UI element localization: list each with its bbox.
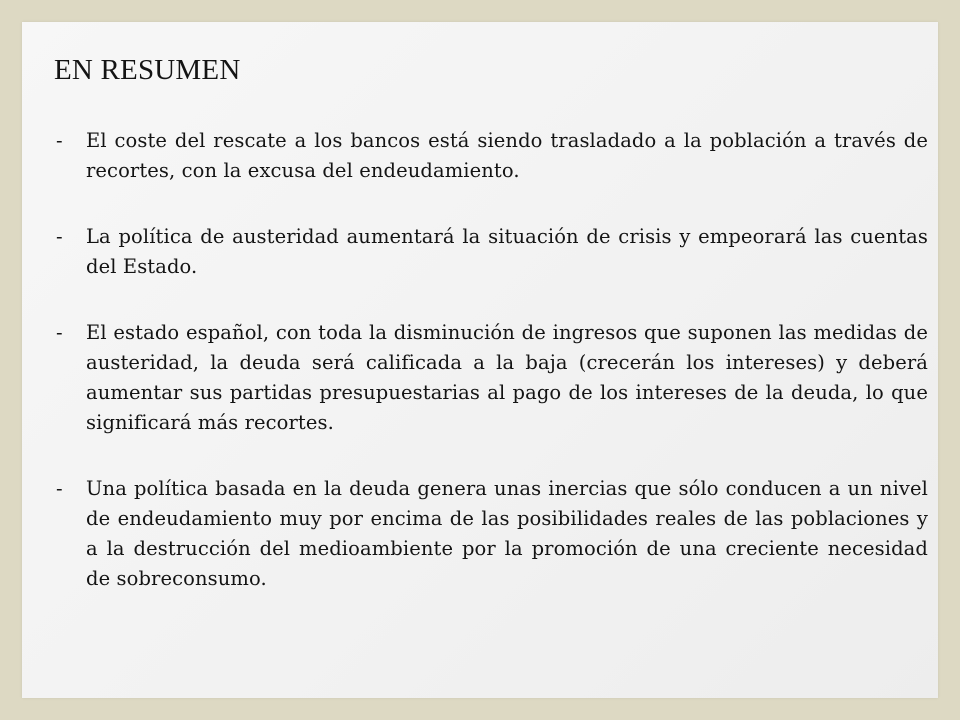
bullet-dash: -: [56, 225, 63, 248]
bullet-item: [56, 126, 928, 186]
bullet-item: [56, 222, 928, 282]
bullet-item: [56, 474, 928, 594]
bullet-list: [56, 126, 928, 630]
bullet-text: Una política basada en la deuda genera unas inercias que sólo conducen a un nivel de endeudamiento muy por encima de las posibilidades reales de las poblaciones y a la destrucción del medioambiente por la promoción de una creciente necesidad de sobreconsumo.: [86, 477, 928, 590]
bullet-item: [56, 318, 928, 438]
bullet-dash: -: [56, 477, 63, 500]
bullet-dash: -: [56, 129, 63, 152]
bullet-text: El coste del rescate a los bancos está siendo trasladado a la población a través de recortes, con la excusa del endeudamiento.: [86, 129, 928, 182]
slide-title: EN RESUMEN: [54, 54, 241, 86]
bullet-dash: -: [56, 321, 63, 344]
bullet-text: El estado español, con toda la disminución de ingresos que suponen las medidas de austeridad, la deuda será calificada a la baja (crecerán los intereses) y deberá aumentar sus partidas presupuestarias al pago de los intereses de la deuda, lo que significará más recortes.: [86, 321, 928, 434]
bullet-text: La política de austeridad aumentará la situación de crisis y empeorará las cuentas del Estado.: [86, 225, 928, 278]
slide: [22, 22, 938, 698]
